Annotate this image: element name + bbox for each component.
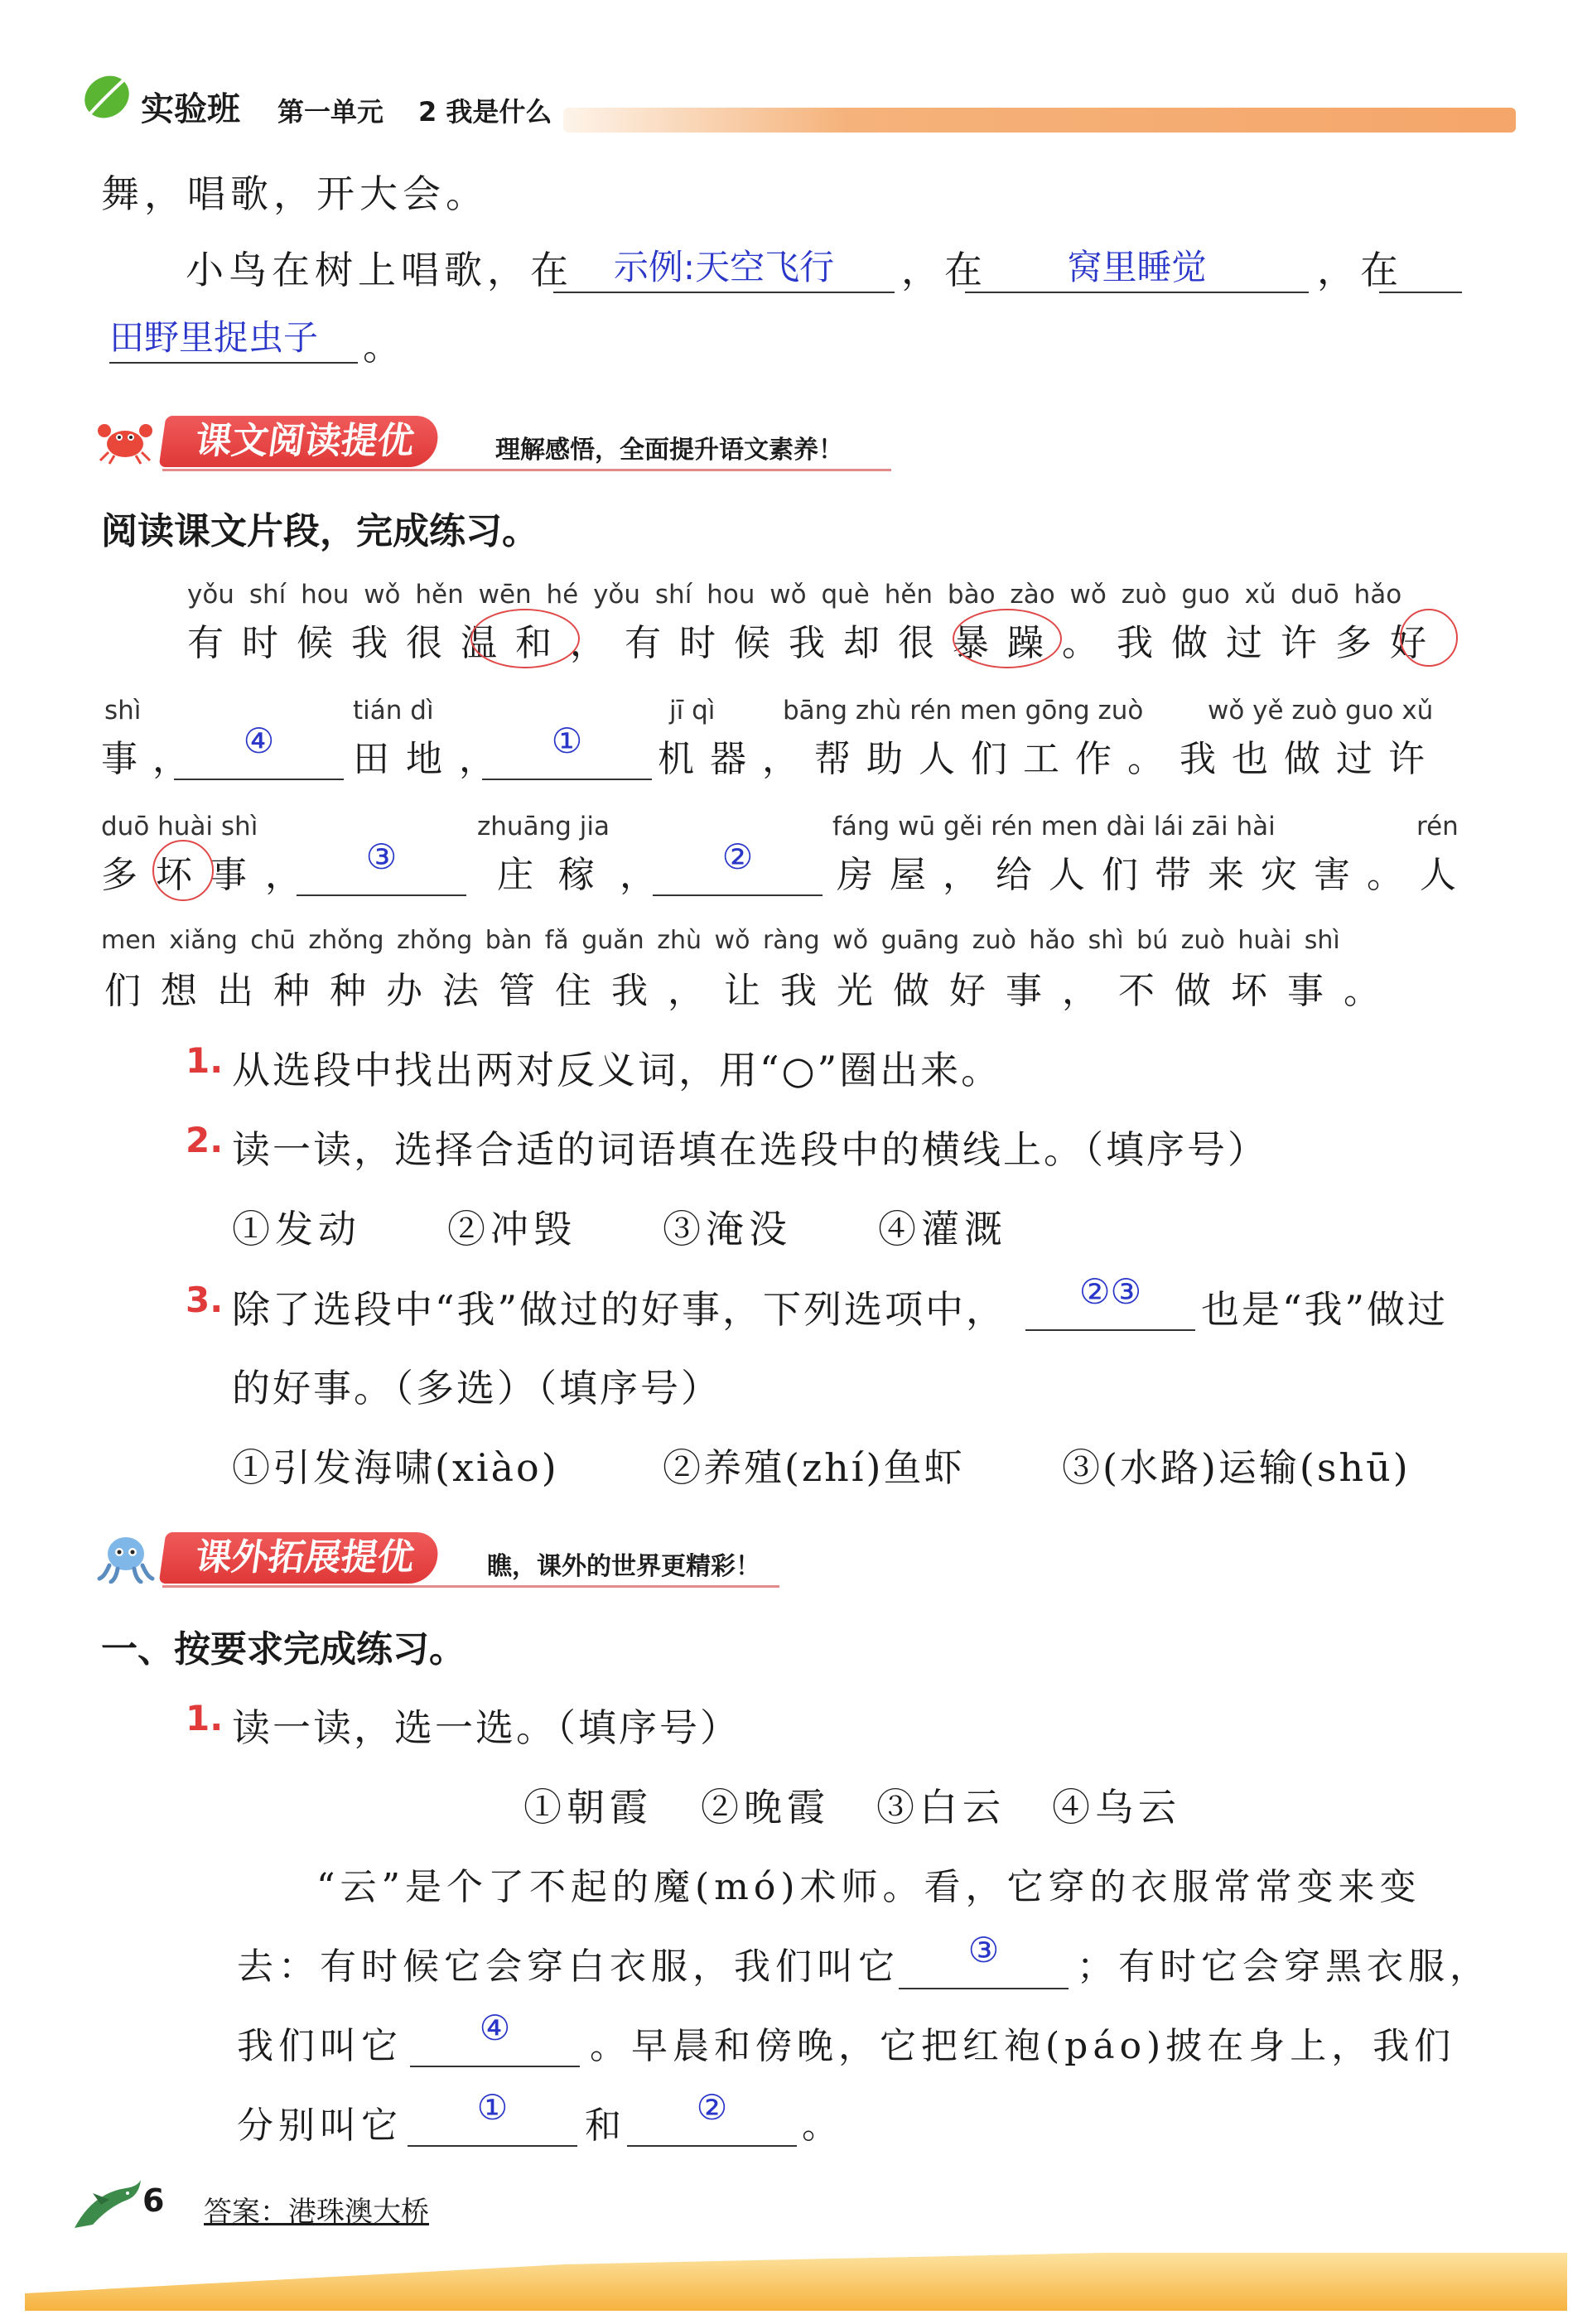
s2-p4-mid: 和	[585, 2105, 626, 2147]
footer-answer: 答案：港珠澳大桥	[204, 2196, 429, 2229]
s2-p1: “云”是个了不起的魔(mó)术师。看，它穿的衣服常常变来变	[316, 1866, 1421, 1908]
passage-l2-pinyin-b: tián dì	[353, 696, 434, 726]
section2-title: 课外拓展提优	[159, 1532, 441, 1584]
top-line2-mid1: ，在	[901, 248, 987, 292]
answer-2: 窝里睡觉	[1067, 247, 1207, 287]
blank-1[interactable]	[553, 240, 895, 293]
blank-passage-1[interactable]	[174, 721, 344, 780]
s2-p3-a: 我们叫它	[237, 2025, 403, 2067]
q3-text-b: 也是“我”做过	[1201, 1287, 1449, 1332]
section2-underline	[162, 1585, 779, 1588]
blank-3[interactable]	[109, 311, 358, 364]
section2-heading: 一、按要求完成练习。	[101, 1628, 466, 1671]
section1-slogan: 理解感悟，全面提升语文素养！	[495, 436, 843, 465]
q3-option-2: ②养殖(zhí)鱼虾	[663, 1445, 965, 1490]
header-brand: 实验班	[141, 90, 240, 128]
passage-l1-pinyin: yǒu shí hou wǒ hěn wēn hé yǒu shí hou wǒ què hěn bào zào wǒ zuò guo xǔ duō hǎo	[187, 580, 1402, 610]
passage-l3-b: 庄稼，	[497, 854, 681, 896]
passage-l3-a: 多坏事，	[101, 854, 320, 896]
answer-passage-2: ①	[551, 721, 583, 761]
q2-option-2: ②冲毁	[447, 1207, 576, 1251]
q3-option-3: ③(水路)运输(shū)	[1062, 1445, 1411, 1490]
top-end: 。	[363, 324, 406, 369]
blank-s2-1[interactable]	[899, 1930, 1069, 1989]
circle-huai	[152, 840, 214, 901]
top-line1: 舞，唱歌，开大会。	[101, 171, 489, 216]
page-number: 6	[142, 2182, 165, 2219]
passage-l3-c: 房屋，给人们带来灾害。人	[837, 854, 1473, 896]
header-lesson: 2 我是什么	[418, 96, 552, 128]
top-line2-start: 小鸟在树上唱歌，在	[186, 248, 573, 292]
q2-number: 2.	[186, 1120, 224, 1160]
q1-number: 1.	[186, 1040, 224, 1081]
s2-option-3: ③白云	[876, 1785, 1006, 1830]
blank-s2-3[interactable]	[408, 2087, 577, 2147]
footer-decor-bar	[25, 2253, 1567, 2311]
blank-passage-2[interactable]	[482, 721, 652, 780]
passage-l3-pinyin-b: zhuāng jia	[477, 812, 610, 841]
passage-l2-pinyin-e: wǒ yě zuò guo xǔ	[1208, 696, 1434, 726]
blank-2[interactable]	[965, 240, 1309, 293]
q2-option-4: ④灌溉	[878, 1207, 1007, 1251]
passage-l4-text: 们想出种种办法管住我，让我光做好事，不做坏事。	[104, 970, 1400, 1012]
answer-passage-3: ③	[365, 837, 398, 877]
q3-number: 3.	[186, 1280, 224, 1320]
answer-3: 田野里捉虫子	[109, 317, 319, 358]
answer-s2-4: ②	[696, 2087, 728, 2128]
s2-option-4: ④乌云	[1052, 1785, 1181, 1830]
blank-3-start[interactable]	[1379, 240, 1462, 293]
passage-l3-pinyin-d: rén	[1416, 812, 1459, 841]
answer-s2-1: ③	[967, 1930, 1000, 1970]
answer-1: 示例:天空飞行	[613, 247, 835, 287]
passage-l2-pinyin-a: shì	[104, 696, 142, 726]
passage-l2-pinyin-d: bāng zhù rén men gōng zuò	[783, 696, 1144, 726]
q3-text-c: 的好事。（多选）（填序号）	[232, 1366, 721, 1410]
blank-s2-4[interactable]	[627, 2087, 797, 2147]
answer-q3: ②③	[1078, 1271, 1142, 1312]
blank-s2-2[interactable]	[410, 2008, 580, 2067]
s2-q1-number: 1.	[186, 1698, 224, 1738]
answer-passage-4: ②	[721, 837, 754, 877]
section2-slogan: 瞧，课外的世界更精彩！	[487, 1552, 760, 1581]
s2-q1-text: 读一读，选一选。（填序号）	[232, 1705, 741, 1750]
s2-p4-end: 。	[802, 2105, 843, 2147]
passage-l3-pinyin-c: fáng wū gěi rén men dài lái zāi hài	[832, 812, 1276, 841]
header-unit: 第一单元	[277, 96, 384, 128]
crab-icon	[96, 416, 154, 465]
top-line2-mid2: ，在	[1317, 248, 1403, 292]
leaf-logo-icon	[81, 71, 133, 123]
s2-option-2: ②晚霞	[701, 1785, 830, 1830]
octopus-icon	[96, 1532, 156, 1584]
blank-passage-3[interactable]	[297, 837, 466, 896]
q3-text-a: 除了选段中“我”做过的好事，下列选项中，	[232, 1287, 1007, 1332]
section1-instruction: 阅读课文片段，完成练习。	[101, 510, 538, 552]
blank-passage-4[interactable]	[653, 837, 823, 896]
circle-wenhe	[470, 609, 580, 668]
passage-l2-c: 机器，帮助人们工作。我也做过许	[658, 738, 1440, 780]
s2-p2-b: ；有时它会穿黑衣服，	[1077, 1946, 1491, 1988]
section1-title: 课文阅读提优	[159, 416, 441, 467]
s2-p2-a: 去：有时候它会穿白衣服，我们叫它	[237, 1946, 900, 1988]
s2-p4-a: 分别叫它	[237, 2105, 403, 2147]
passage-l1-text: 有时候我很温和，有时候我却很暴躁。我做过许多好	[187, 622, 1445, 664]
passage-l3-pinyin-a: duō huài shì	[101, 812, 258, 841]
q2-text: 读一读，选择合适的词语填在选段中的横线上。（填序号）	[232, 1127, 1268, 1172]
answer-passage-1: ④	[243, 721, 275, 761]
s2-option-1: ①朝霞	[523, 1785, 653, 1830]
answer-s2-3: ①	[476, 2087, 509, 2128]
q2-option-1: ①发动	[232, 1207, 361, 1251]
circle-hao	[1400, 609, 1458, 667]
header-decor-bar	[563, 108, 1516, 133]
passage-l2-b: 田地，	[353, 738, 512, 780]
passage-l4-pinyin: men xiǎng chū zhǒng zhǒng bàn fǎ guǎn zhù wǒ ràng wǒ guāng zuò hǎo shì bú zuò huài shì	[101, 926, 1340, 955]
circle-baozao	[953, 609, 1062, 668]
q2-option-3: ③淹没	[663, 1207, 792, 1251]
q1-text: 从选段中找出两对反义词，用“○”圈出来。	[232, 1048, 1002, 1092]
passage-l2-pinyin-c: jī qì	[669, 696, 716, 726]
answer-s2-2: ④	[479, 2008, 511, 2048]
blank-q3[interactable]	[1025, 1271, 1195, 1331]
section1-underline	[162, 469, 891, 471]
passage-l2-a: 事，	[101, 738, 204, 780]
dolphin-icon	[68, 2177, 144, 2235]
q3-option-1: ①引发海啸(xiào)	[232, 1445, 559, 1490]
s2-p3-b: 。早晨和傍晚，它把红袍(páo)披在身上，我们	[590, 2025, 1456, 2067]
